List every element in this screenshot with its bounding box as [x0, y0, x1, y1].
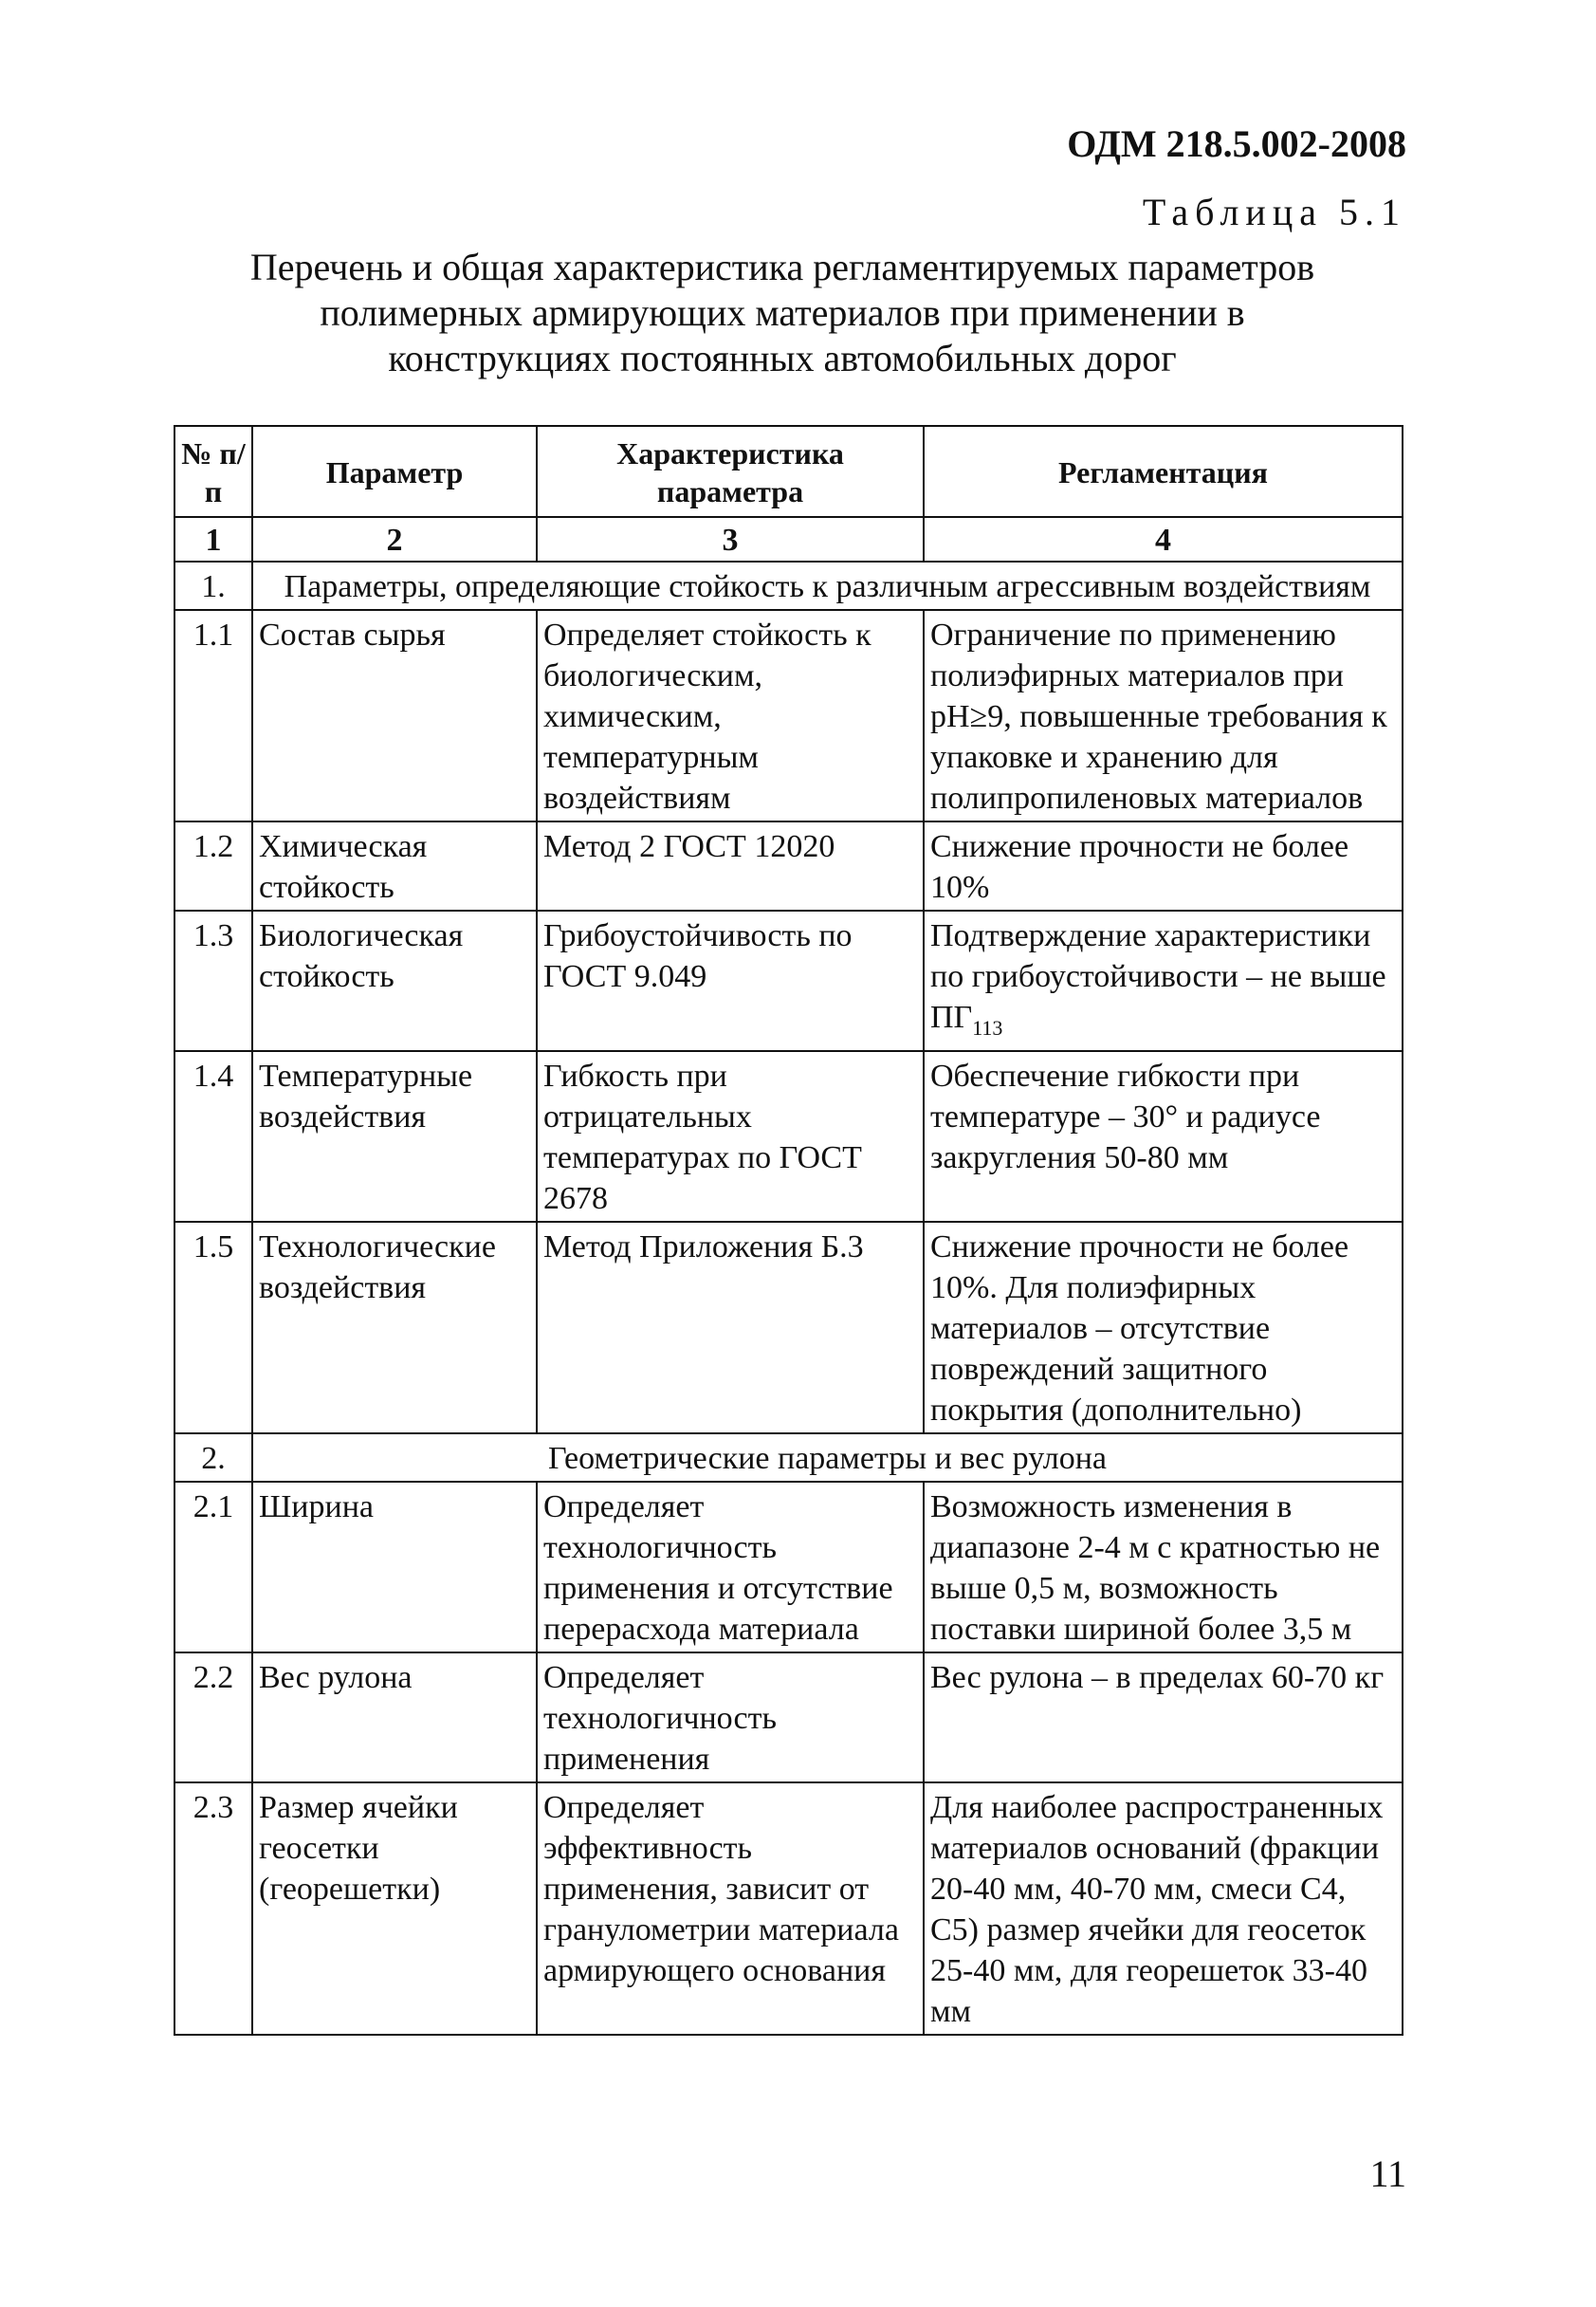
table-caption: [161, 245, 1403, 381]
row-characteristic: Определяет эффективность применения, зависит от гранулометрии материала армирующего основания: [537, 1782, 924, 2035]
header-char: Характеристика параметра: [537, 426, 924, 517]
table-row: [174, 1782, 1403, 2035]
column-number: 1: [174, 517, 252, 562]
column-number-row: [174, 517, 1403, 562]
row-number: 1.5: [174, 1222, 252, 1433]
row-number: 1.3: [174, 911, 252, 1051]
row-parameter: Размер ячейки геосетки (георешетки): [252, 1782, 537, 2035]
row-characteristic: Определяет технологичность применения и отсутствие перерасхода материала: [537, 1482, 924, 1652]
table-row: [174, 610, 1403, 821]
row-parameter: Температурные воздействия: [252, 1051, 537, 1222]
header-row: [174, 426, 1403, 517]
row-regulation: [924, 911, 1403, 1051]
row-regulation: Возможность изменения в диапазоне 2-4 м с кратностью не выше 0,5 м, возможность поставки шириной более 3,5 м: [924, 1482, 1403, 1652]
row-number: 1.2: [174, 821, 252, 911]
row-characteristic: Метод 2 ГОСТ 12020: [537, 821, 924, 911]
row-regulation: Для наиболее распространенных материалов оснований (фракции 20-40 мм, 40-70 мм, смеси С4, С5) размер ячейки для геосеток 25-40 мм, для георешеток 33-40 мм: [924, 1782, 1403, 2035]
header-reg: Регламентация: [924, 426, 1403, 517]
row-parameter: Технологические воздействия: [252, 1222, 537, 1433]
header-param: Параметр: [252, 426, 537, 517]
row-regulation: Снижение прочности не более 10%: [924, 821, 1403, 911]
table-row: [174, 1222, 1403, 1433]
row-regulation: Снижение прочности не более 10%. Для полиэфирных материалов – отсутствие повреждений защитного покрытия (дополнительно): [924, 1222, 1403, 1433]
caption-line: конструкциях постоянных автомобильных дорог: [388, 337, 1177, 379]
row-parameter: Вес рулона: [252, 1652, 537, 1782]
row-regulation: Обеспечение гибкости при температуре – 30° и радиусе закругления 50-80 мм: [924, 1051, 1403, 1222]
section-row: [174, 562, 1403, 610]
column-number: 4: [924, 517, 1403, 562]
row-characteristic: Метод Приложения Б.3: [537, 1222, 924, 1433]
row-number: 2.2: [174, 1652, 252, 1782]
table-row: [174, 1652, 1403, 1782]
row-parameter: Химическая стойкость: [252, 821, 537, 911]
table-label: Таблица 5.1: [1142, 191, 1406, 233]
section-number: 2.: [174, 1433, 252, 1482]
row-number: 1.4: [174, 1051, 252, 1222]
row-characteristic: Определяет стойкость к биологическим, химическим, температурным воздействиям: [537, 610, 924, 821]
regulation-subscript: 113: [972, 1015, 1003, 1040]
table-row: [174, 1051, 1403, 1222]
column-number: 2: [252, 517, 537, 562]
row-parameter: Состав сырья: [252, 610, 537, 821]
section-title: Геометрические параметры и вес рулона: [252, 1433, 1403, 1482]
table-row: [174, 911, 1403, 1051]
document-code: ОДМ 218.5.002-2008: [1067, 122, 1406, 165]
table-row: [174, 821, 1403, 911]
row-characteristic: Грибоустойчивость по ГОСТ 9.049: [537, 911, 924, 1051]
caption-line: полимерных армирующих материалов при применении в: [320, 291, 1245, 334]
row-parameter: Ширина: [252, 1482, 537, 1652]
row-number: 2.3: [174, 1782, 252, 2035]
section-number: 1.: [174, 562, 252, 610]
table-row: [174, 1482, 1403, 1652]
section-row: [174, 1433, 1403, 1482]
row-regulation: Ограничение по применению полиэфирных материалов при pH≥9, повышенные требования к упаковке и хранению для полипропиленовых материалов: [924, 610, 1403, 821]
row-regulation: Вес рулона – в пределах 60-70 кг: [924, 1652, 1403, 1782]
section-title: Параметры, определяющие стойкость к различным агрессивным воздействиям: [252, 562, 1403, 610]
caption-line: Перечень и общая характеристика регламентируемых параметров: [249, 246, 1315, 288]
parameters-table: [174, 425, 1403, 2036]
row-parameter: Биологическая стойкость: [252, 911, 537, 1051]
row-characteristic: Определяет технологичность применения: [537, 1652, 924, 1782]
regulation-text: Подтверждение характеристики по грибоустойчивости – не выше ПГ: [930, 918, 1386, 1035]
row-number: 1.1: [174, 610, 252, 821]
row-characteristic: Гибкость при отрицательных температурах по ГОСТ 2678: [537, 1051, 924, 1222]
column-number: 3: [537, 517, 924, 562]
page-number: 11: [1369, 2152, 1406, 2195]
header-num: № п/п: [174, 426, 252, 517]
row-number: 2.1: [174, 1482, 252, 1652]
